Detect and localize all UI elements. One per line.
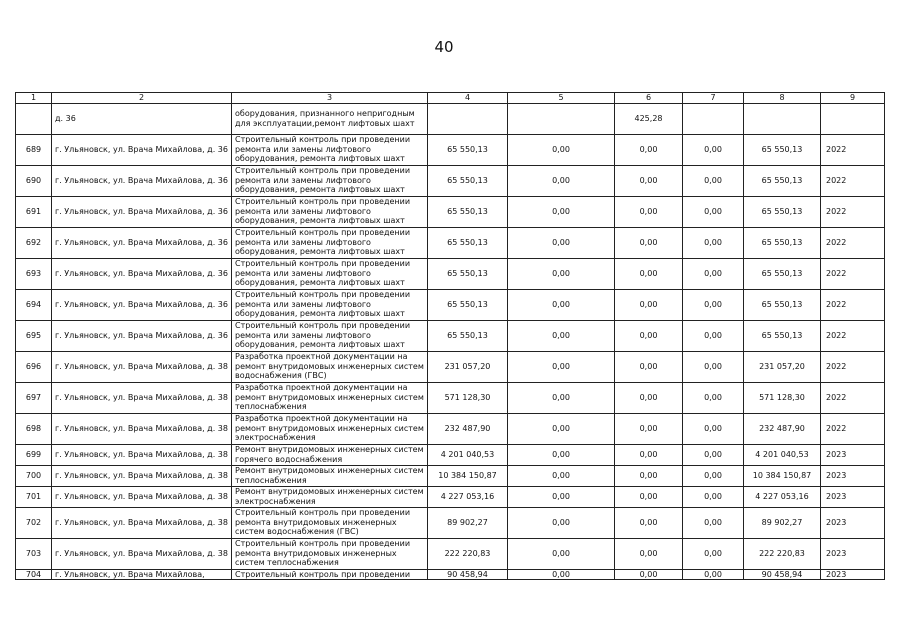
cell-col4: 90 458,94 [428, 569, 508, 580]
cell-col4: 65 550,13 [428, 165, 508, 196]
table-row [16, 444, 885, 465]
cell-work: Строительный контроль при проведении ремонта или замены лифтового оборудования, ремонта лифтовых шахт [232, 227, 428, 258]
cell-col5: 0,00 [508, 258, 615, 289]
header-cell: 1 [16, 93, 52, 104]
table-row [16, 289, 885, 320]
cell-col4: 4 201 040,53 [428, 444, 508, 465]
header-cell: 7 [683, 93, 744, 104]
cell-num: 690 [16, 165, 52, 196]
cell-col6: 0,00 [615, 227, 683, 258]
cell-col9: 2022 [821, 227, 885, 258]
cell-col7: 0,00 [683, 538, 744, 569]
cell-col4: 65 550,13 [428, 320, 508, 351]
cell-col5: 0,00 [508, 351, 615, 382]
cell-col4: 65 550,13 [428, 134, 508, 165]
cell-col7: 0,00 [683, 486, 744, 507]
cell-col8 [744, 103, 821, 134]
cell-address: г. Ульяновск, ул. Врача Михайлова, д. 38 [52, 538, 232, 569]
cell-work: Разработка проектной документации на ремонт внутридомовых инженерных систем электроснабжения [232, 413, 428, 444]
cell-col4: 10 384 150,87 [428, 465, 508, 486]
cell-col4: 65 550,13 [428, 258, 508, 289]
cell-col8: 65 550,13 [744, 134, 821, 165]
cell-col7: 0,00 [683, 165, 744, 196]
cell-col7: 0,00 [683, 289, 744, 320]
cell-col8: 65 550,13 [744, 165, 821, 196]
cell-col9: 2023 [821, 486, 885, 507]
cell-num: 693 [16, 258, 52, 289]
table-row [16, 538, 885, 569]
cell-col8: 65 550,13 [744, 227, 821, 258]
cell-col5: 0,00 [508, 227, 615, 258]
cell-address: д. 36 [52, 103, 232, 134]
cell-col8: 4 201 040,53 [744, 444, 821, 465]
cell-col5: 0,00 [508, 465, 615, 486]
header-cell: 6 [615, 93, 683, 104]
table-row [16, 382, 885, 413]
cell-num: 696 [16, 351, 52, 382]
cell-work: Строительный контроль при проведении ремонта или замены лифтового оборудования, ремонта лифтовых шахт [232, 196, 428, 227]
cell-col5: 0,00 [508, 320, 615, 351]
cell-work: Строительный контроль при проведении ремонта или замены лифтового оборудования, ремонта лифтовых шахт [232, 165, 428, 196]
cell-col9: 2022 [821, 258, 885, 289]
cell-col6: 0,00 [615, 289, 683, 320]
cell-col6: 0,00 [615, 320, 683, 351]
cell-address: г. Ульяновск, ул. Врача Михайлова, д. 38 [52, 486, 232, 507]
cell-col8: 4 227 053,16 [744, 486, 821, 507]
cell-col7: 0,00 [683, 134, 744, 165]
cell-col7 [683, 103, 744, 134]
cell-col7: 0,00 [683, 465, 744, 486]
cell-num: 702 [16, 507, 52, 538]
cell-address: г. Ульяновск, ул. Врача Михайлова, д. 38 [52, 351, 232, 382]
table-row [16, 320, 885, 351]
cell-col7: 0,00 [683, 351, 744, 382]
cell-col9: 2022 [821, 134, 885, 165]
table-row [16, 227, 885, 258]
cell-col8: 90 458,94 [744, 569, 821, 580]
header-cell: 2 [52, 93, 232, 104]
cell-work: Разработка проектной документации на ремонт внутридомовых инженерных систем водоснабжения (ГВС) [232, 351, 428, 382]
cell-col4: 231 057,20 [428, 351, 508, 382]
cell-col6: 0,00 [615, 569, 683, 580]
cell-address: г. Ульяновск, ул. Врача Михайлова, д. 36 [52, 134, 232, 165]
cell-col5: 0,00 [508, 444, 615, 465]
cell-col6: 0,00 [615, 351, 683, 382]
cell-col4: 65 550,13 [428, 196, 508, 227]
header-cell: 3 [232, 93, 428, 104]
cell-col8: 232 487,90 [744, 413, 821, 444]
cell-address: г. Ульяновск, ул. Врача Михайлова, д. 38 [52, 382, 232, 413]
cell-col9: 2023 [821, 444, 885, 465]
cell-col6: 0,00 [615, 258, 683, 289]
cell-col4: 232 487,90 [428, 413, 508, 444]
cell-num: 704 [16, 569, 52, 580]
table-row [16, 569, 885, 580]
cell-col8: 231 057,20 [744, 351, 821, 382]
cell-num: 695 [16, 320, 52, 351]
cell-col8: 10 384 150,87 [744, 465, 821, 486]
cell-num: 697 [16, 382, 52, 413]
cell-num: 701 [16, 486, 52, 507]
cell-address: г. Ульяновск, ул. Врача Михайлова, д. 36 [52, 258, 232, 289]
cell-col5: 0,00 [508, 382, 615, 413]
cell-col9: 2022 [821, 351, 885, 382]
cell-col8: 65 550,13 [744, 196, 821, 227]
cell-num: 703 [16, 538, 52, 569]
cell-col4: 89 902,27 [428, 507, 508, 538]
cell-address: г. Ульяновск, ул. Врача Михайлова, д. 36 [52, 196, 232, 227]
header-row [16, 93, 885, 104]
cell-col7: 0,00 [683, 507, 744, 538]
cell-col6: 0,00 [615, 486, 683, 507]
cell-col6: 0,00 [615, 507, 683, 538]
cell-col5: 0,00 [508, 538, 615, 569]
cell-col9: 2023 [821, 465, 885, 486]
cell-col9: 2023 [821, 569, 885, 580]
cell-col9: 2022 [821, 289, 885, 320]
cell-col9: 2022 [821, 382, 885, 413]
cell-col6: 0,00 [615, 444, 683, 465]
cell-col9 [821, 103, 885, 134]
cell-col7: 0,00 [683, 227, 744, 258]
cell-address: г. Ульяновск, ул. Врача Михайлова, д. 38 [52, 444, 232, 465]
cell-col5 [508, 103, 615, 134]
cell-col8: 65 550,13 [744, 258, 821, 289]
cell-address: г. Ульяновск, ул. Врача Михайлова, д. 38 [52, 507, 232, 538]
cell-address: г. Ульяновск, ул. Врача Михайлова, д. 36 [52, 227, 232, 258]
cell-col9: 2022 [821, 196, 885, 227]
cell-col4: 4 227 053,16 [428, 486, 508, 507]
cell-col7: 0,00 [683, 569, 744, 580]
cell-col4: 65 550,13 [428, 289, 508, 320]
cell-col9: 2023 [821, 538, 885, 569]
cell-num: 689 [16, 134, 52, 165]
cell-num: 700 [16, 465, 52, 486]
cell-work: Строительный контроль при проведении ремонта или замены лифтового оборудования, ремонта лифтовых шахт [232, 134, 428, 165]
cell-address: г. Ульяновск, ул. Врача Михайлова, д. 38 [52, 413, 232, 444]
cell-work: Строительный контроль при проведении ремонта внутридомовых инженерных систем теплоснабжения [232, 538, 428, 569]
cell-col4: 571 128,30 [428, 382, 508, 413]
cell-col4: 222 220,83 [428, 538, 508, 569]
cell-col8: 65 550,13 [744, 289, 821, 320]
cell-col6: 0,00 [615, 196, 683, 227]
table-row [16, 351, 885, 382]
cell-col6: 0,00 [615, 465, 683, 486]
cell-col9: 2022 [821, 320, 885, 351]
table-row [16, 486, 885, 507]
cell-col7: 0,00 [683, 320, 744, 351]
cell-work: Ремонт внутридомовых инженерных систем теплоснабжения [232, 465, 428, 486]
header-cell: 5 [508, 93, 615, 104]
cell-col7: 0,00 [683, 382, 744, 413]
cell-col8: 65 550,13 [744, 320, 821, 351]
cell-col6: 0,00 [615, 413, 683, 444]
cell-col8: 571 128,30 [744, 382, 821, 413]
cell-num: 692 [16, 227, 52, 258]
cell-work: Строительный контроль при проведении ремонта или замены лифтового оборудования, ремонта лифтовых шахт [232, 320, 428, 351]
cell-col7: 0,00 [683, 413, 744, 444]
cell-work: оборудования, признанного непригодным для эксплуатации,ремонт лифтовых шахт [232, 103, 428, 134]
cell-work: Ремонт внутридомовых инженерных систем электроснабжения [232, 486, 428, 507]
cell-col7: 0,00 [683, 444, 744, 465]
cell-col4 [428, 103, 508, 134]
cell-col5: 0,00 [508, 507, 615, 538]
cell-col6: 0,00 [615, 134, 683, 165]
works-table [15, 92, 885, 580]
cell-col6: 0,00 [615, 538, 683, 569]
cell-work: Разработка проектной документации на ремонт внутридомовых инженерных систем теплоснабжения [232, 382, 428, 413]
cell-col5: 0,00 [508, 413, 615, 444]
cell-work: Строительный контроль при проведении [232, 569, 428, 580]
table-row [16, 196, 885, 227]
cell-work: Строительный контроль при проведении ремонта внутридомовых инженерных систем водоснабжения (ГВС) [232, 507, 428, 538]
cell-num: 691 [16, 196, 52, 227]
cell-work: Строительный контроль при проведении ремонта или замены лифтового оборудования, ремонта лифтовых шахт [232, 258, 428, 289]
table-row [16, 413, 885, 444]
cell-col8: 222 220,83 [744, 538, 821, 569]
cell-col6: 425,28 [615, 103, 683, 134]
cell-col5: 0,00 [508, 196, 615, 227]
cell-address: г. Ульяновск, ул. Врача Михайлова, д. 38 [52, 465, 232, 486]
header-cell: 9 [821, 93, 885, 104]
table-row [16, 134, 885, 165]
cell-col5: 0,00 [508, 289, 615, 320]
header-cell: 4 [428, 93, 508, 104]
cell-col9: 2022 [821, 413, 885, 444]
continuation-row [16, 103, 885, 134]
table-row [16, 258, 885, 289]
cell-num: 698 [16, 413, 52, 444]
cell-col6: 0,00 [615, 382, 683, 413]
cell-col7: 0,00 [683, 196, 744, 227]
cell-col9: 2023 [821, 507, 885, 538]
header-cell: 8 [744, 93, 821, 104]
cell-col5: 0,00 [508, 165, 615, 196]
table-row [16, 165, 885, 196]
cell-address: г. Ульяновск, ул. Врача Михайлова, д. 36 [52, 289, 232, 320]
cell-col8: 89 902,27 [744, 507, 821, 538]
table-row [16, 465, 885, 486]
cell-col7: 0,00 [683, 258, 744, 289]
cell-col5: 0,00 [508, 486, 615, 507]
cell-address: г. Ульяновск, ул. Врача Михайлова, [52, 569, 232, 580]
cell-address: г. Ульяновск, ул. Врача Михайлова, д. 36 [52, 320, 232, 351]
cell-col4: 65 550,13 [428, 227, 508, 258]
cell-num: 699 [16, 444, 52, 465]
cell-num [16, 103, 52, 134]
cell-work: Ремонт внутридомовых инженерных систем горячего водоснабжения [232, 444, 428, 465]
cell-col9: 2022 [821, 165, 885, 196]
page-number: 40 [434, 38, 454, 56]
cell-address: г. Ульяновск, ул. Врача Михайлова, д. 36 [52, 165, 232, 196]
cell-num: 694 [16, 289, 52, 320]
cell-col5: 0,00 [508, 569, 615, 580]
table-row [16, 507, 885, 538]
cell-col6: 0,00 [615, 165, 683, 196]
cell-col5: 0,00 [508, 134, 615, 165]
cell-work: Строительный контроль при проведении ремонта или замены лифтового оборудования, ремонта лифтовых шахт [232, 289, 428, 320]
